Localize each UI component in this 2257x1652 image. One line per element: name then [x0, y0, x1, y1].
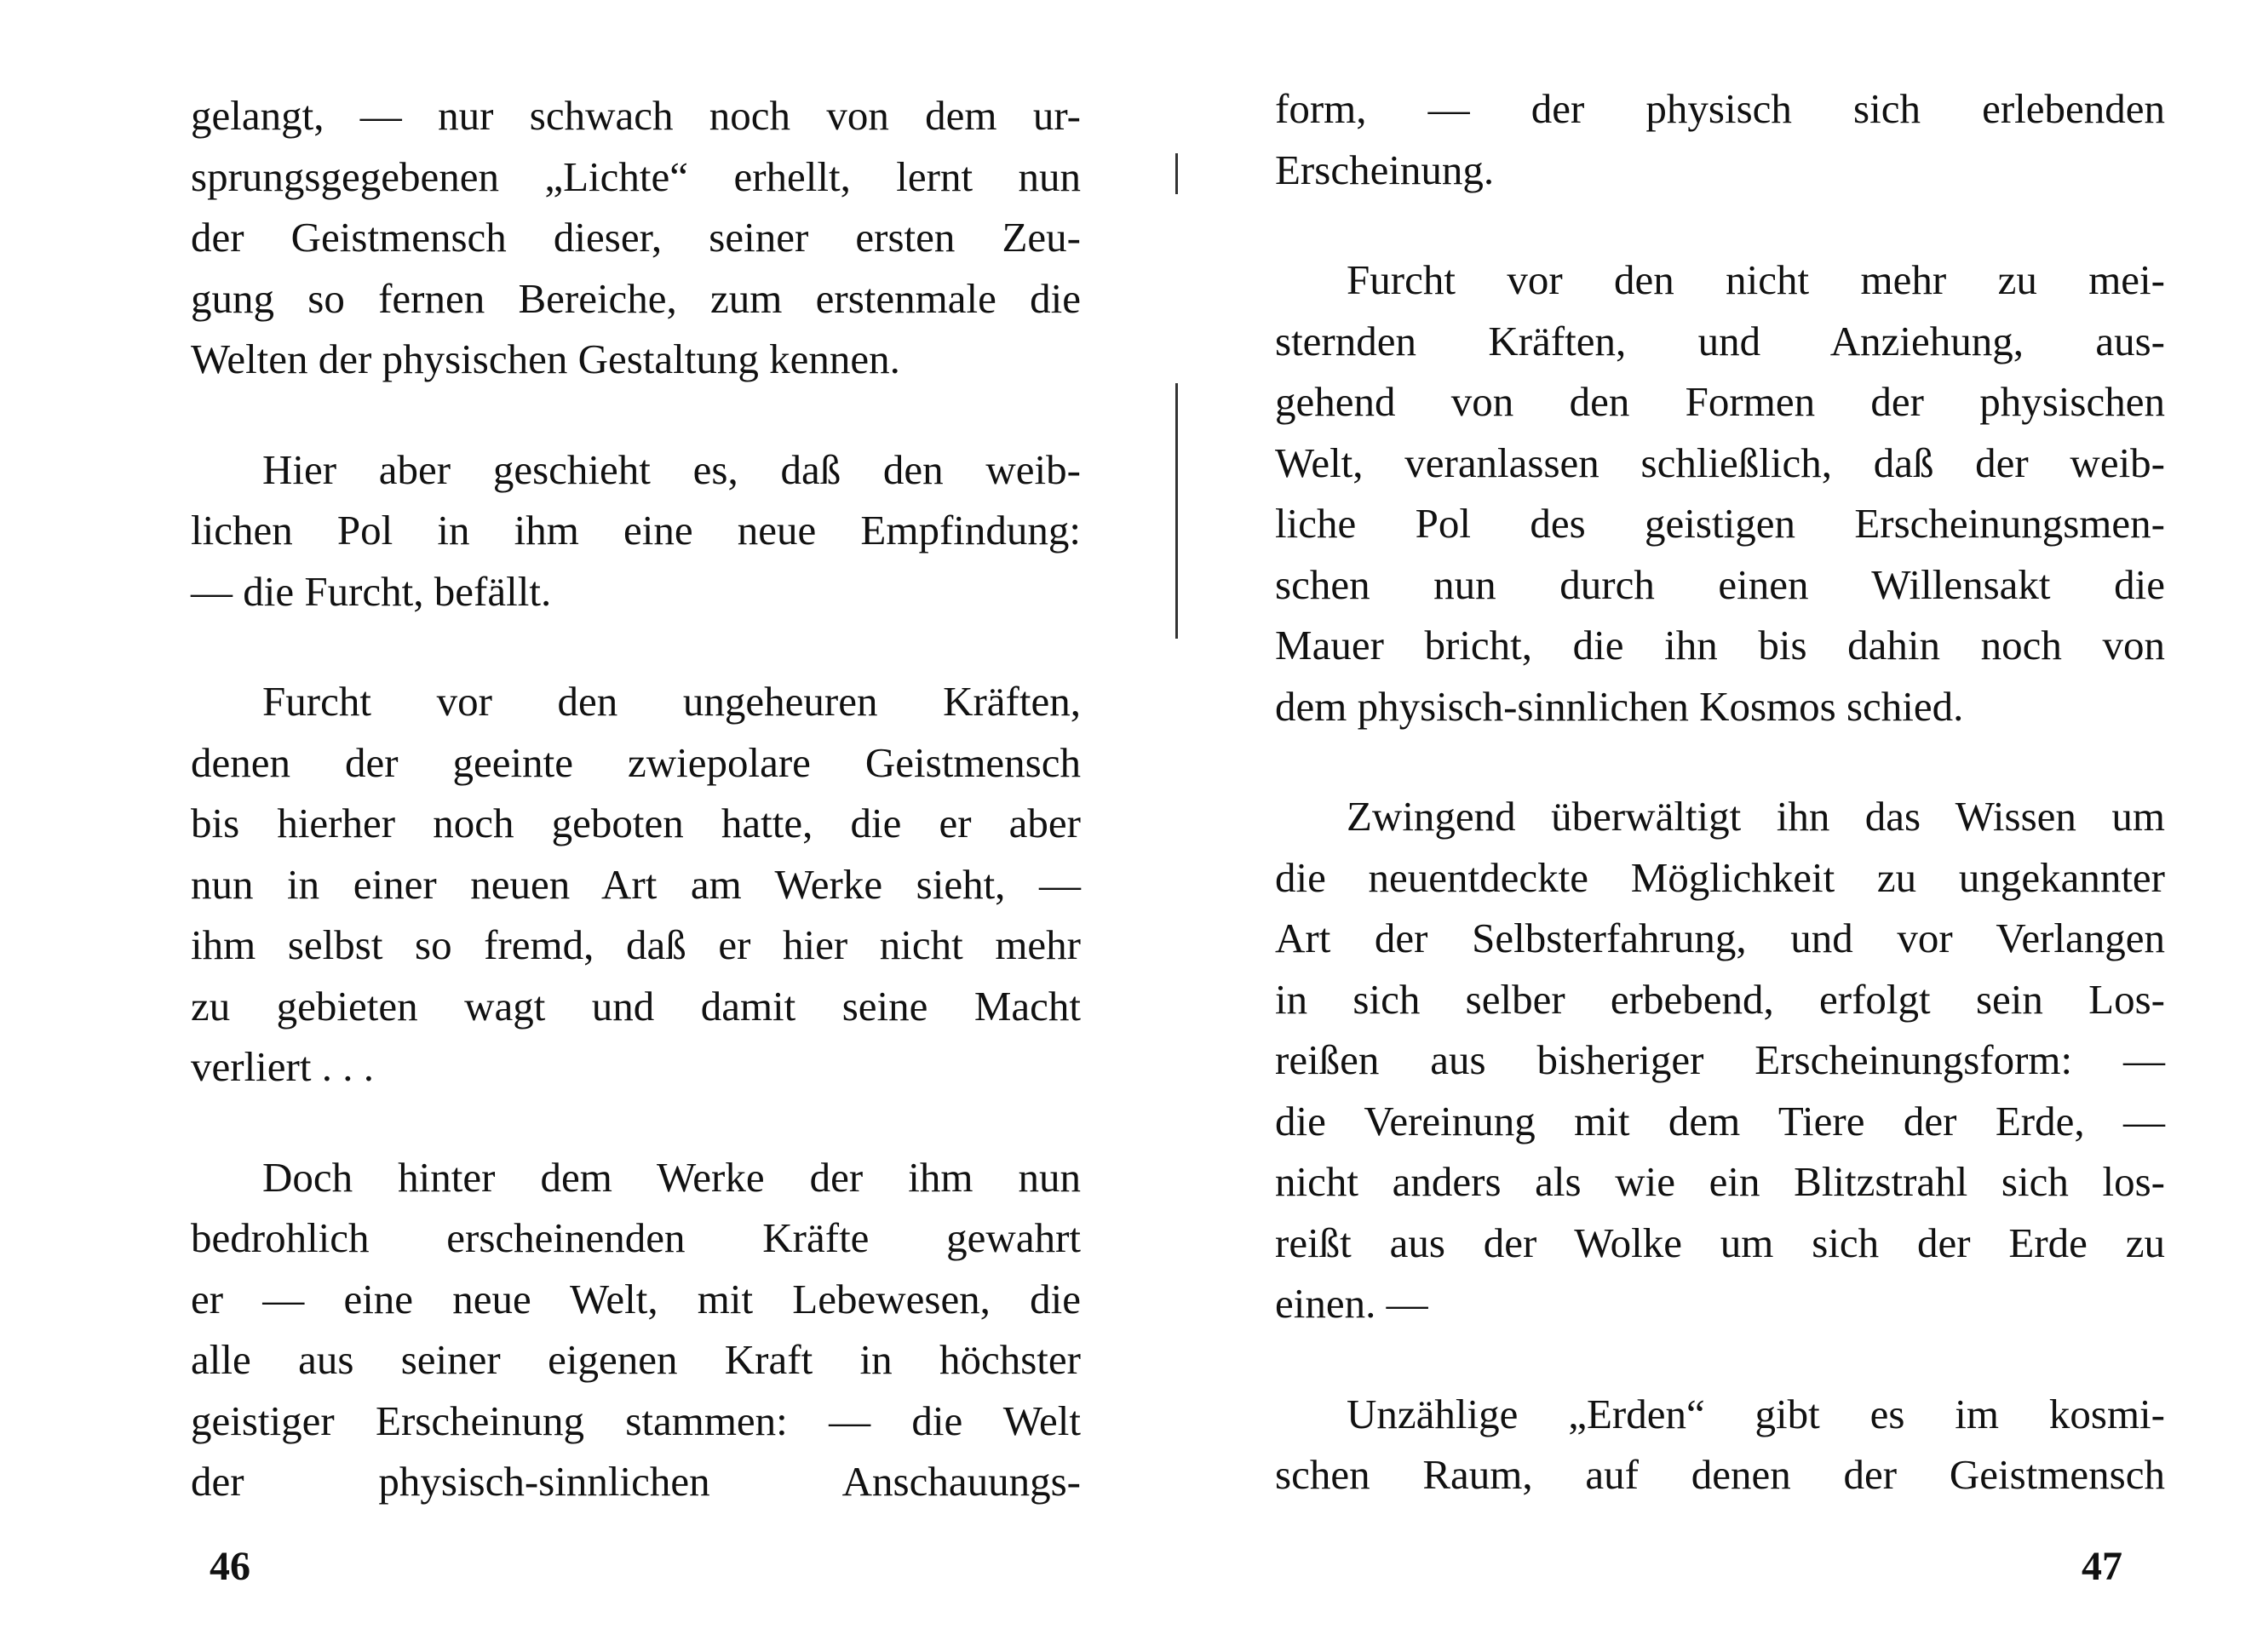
text-line: — die Furcht, befällt. [191, 567, 552, 615]
text-line: Furcht vor den nicht mehr zu mei- [1347, 256, 2165, 303]
text-line: Welt, veranlassen schließlich, daß der weib- [1275, 439, 2165, 486]
text-line: Doch hinter dem Werke der ihm nun [262, 1153, 1081, 1201]
text-line: sprungsgegebenen „Lichte“ erhellt, lernt nun [191, 152, 1081, 200]
text-line: der Geistmensch dieser, seiner ersten Zeu- [191, 214, 1081, 261]
paragraph [1275, 1384, 2165, 1506]
text-line: verliert . . . [191, 1043, 374, 1090]
paragraph [1275, 786, 2165, 1334]
text-line: Art der Selbsterfahrung, und vor Verlangen [1275, 915, 2165, 961]
text-line: bedrohlich erscheinenden Kräfte gewahrt [191, 1214, 1081, 1261]
text-line: Welten der physischen Gestaltung kennen. [191, 336, 900, 382]
text-line: er — eine neue Welt, mit Lebewesen, die [191, 1275, 1081, 1322]
text-line: liche Pol des geistigen Erscheinungsmen- [1275, 500, 2165, 547]
text-line: alle aus seiner eigenen Kraft in höchster [191, 1336, 1081, 1383]
text-line: Hier aber geschieht es, daß den weib- [262, 445, 1081, 493]
text-line: nun in einer neuen Art am Werke sieht, — [191, 860, 1081, 908]
text-line: schen nun durch einen Willensakt die [1275, 560, 2165, 608]
paragraph [191, 1147, 1081, 1512]
text-line: Furcht vor den ungeheuren Kräften, [262, 678, 1081, 725]
right-page-text [1275, 78, 2165, 1506]
page-number: 47 [2082, 1544, 2122, 1589]
text-line: gung so fernen Bereiche, zum erstenmale die [191, 274, 1081, 322]
paragraph [1275, 78, 2165, 200]
text-line: sternden Kräften, und Anziehung, aus- [1275, 317, 2165, 364]
text-line: der physisch-sinnlichen Anschauungs- [191, 1458, 1081, 1505]
text-line: in sich selber erbebend, erfolgt sein Los- [1275, 975, 2165, 1023]
page-number: 46 [210, 1544, 250, 1589]
text-line: ihm selbst so fremd, daß er hier nicht mehr [191, 921, 1081, 968]
left-page-text [191, 85, 1081, 1512]
paragraph [191, 671, 1081, 1098]
text-line: schen Raum, auf denen der Geistmensch [1275, 1451, 2165, 1498]
text-line: reißt aus der Wolke um sich der Erde zu [1275, 1219, 2165, 1266]
text-line: nicht anders als wie ein Blitzstrahl sich los- [1275, 1158, 2165, 1205]
text-line: bis hierher noch geboten hatte, die er aber [191, 800, 1081, 846]
text-line: einen. — [1275, 1280, 1428, 1327]
text-line: die Vereinung mit dem Tiere der Erde, — [1275, 1097, 2165, 1144]
paragraph [1275, 250, 2165, 737]
text-line: reißen aus bisheriger Erscheinungsform: — [1275, 1036, 2165, 1083]
paragraph [191, 439, 1081, 622]
text-line: lichen Pol in ihm eine neue Empfindung: [191, 507, 1081, 554]
text-line: denen der geeinte zwiepolare Geistmensch [191, 738, 1081, 786]
right-page [1128, 0, 2257, 1652]
text-line: Erscheinung. [1275, 146, 1495, 193]
text-line: geistiger Erscheinung stammen: — die Welt [191, 1397, 1081, 1444]
text-line: dem physisch-sinnlichen Kosmos schied. [1275, 682, 1964, 730]
text-line: gehend von den Formen der physischen [1275, 378, 2165, 425]
text-line: Unzählige „Erden“ gibt es im kosmi- [1347, 1390, 2165, 1437]
left-page [0, 0, 1128, 1652]
paragraph [191, 85, 1081, 390]
text-line: gelangt, — nur schwach noch von dem ur- [191, 92, 1081, 139]
text-line: Mauer bricht, die ihn bis dahin noch von [1275, 622, 2165, 668]
text-line: die neuentdeckte Möglichkeit zu ungekannter [1275, 853, 2165, 901]
text-line: form, — der physisch sich erlebenden [1275, 85, 2165, 132]
text-line: Zwingend überwältigt ihn das Wissen um [1347, 793, 2165, 840]
text-line: zu gebieten wagt und damit seine Macht [191, 982, 1081, 1030]
